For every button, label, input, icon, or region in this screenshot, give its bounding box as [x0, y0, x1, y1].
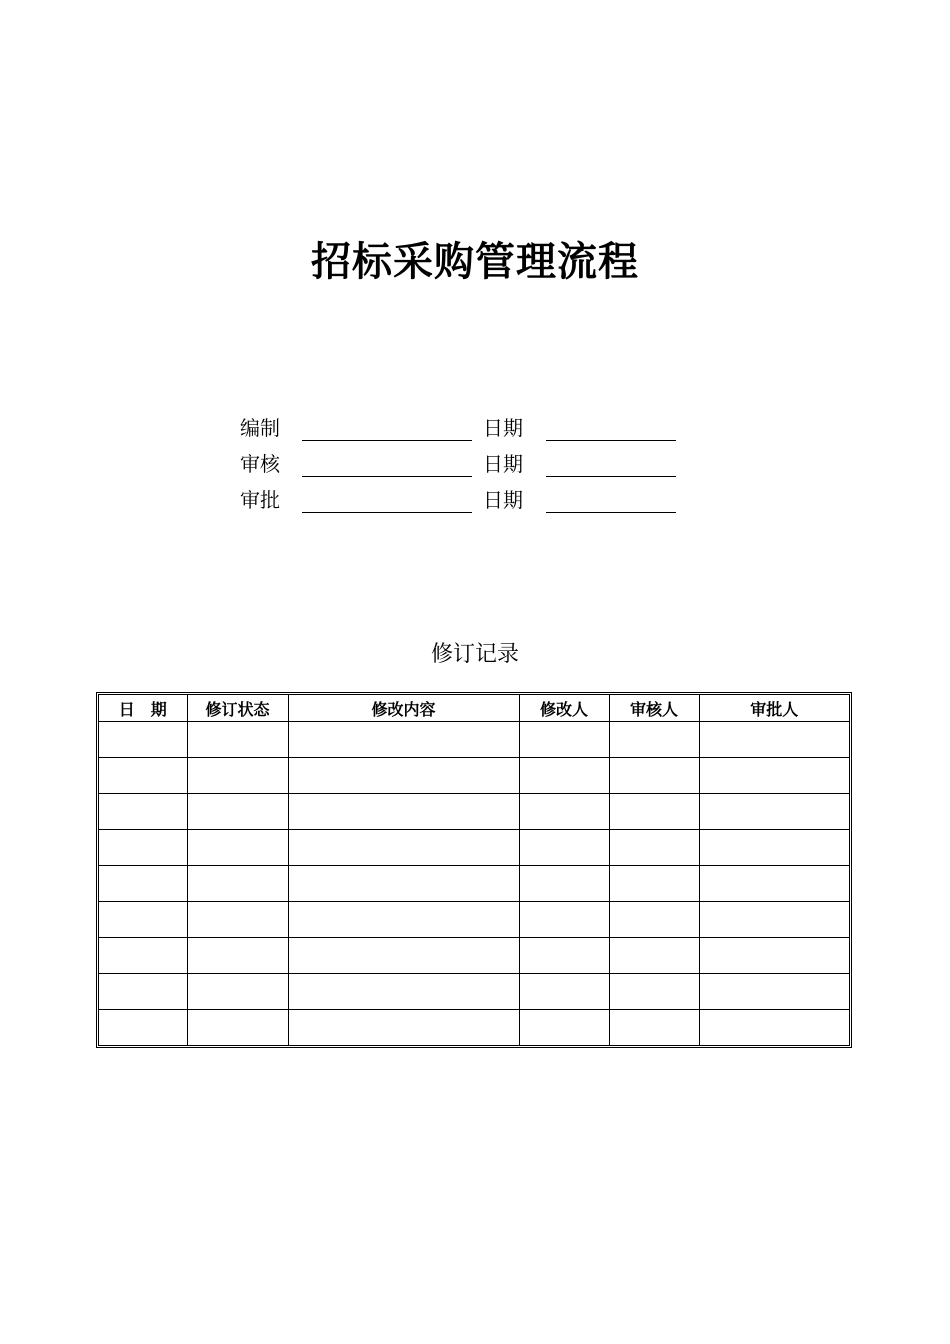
signoff-date-line — [546, 476, 676, 477]
table-cell — [99, 902, 187, 938]
table-cell — [288, 722, 519, 758]
table-cell — [288, 974, 519, 1010]
signoff-label: 审批 — [240, 488, 280, 512]
table-cell — [187, 938, 288, 974]
table-cell — [187, 974, 288, 1010]
table-cell — [519, 1010, 609, 1046]
table-cell — [99, 794, 187, 830]
table-cell — [609, 722, 699, 758]
table-cell — [288, 758, 519, 794]
table-cell — [519, 866, 609, 902]
table-cell — [187, 1010, 288, 1046]
table-cell — [99, 722, 187, 758]
revision-header-row — [99, 695, 849, 722]
column-header-approver: 审批人 — [699, 695, 849, 722]
column-header-date: 日 期 — [99, 695, 187, 722]
table-cell — [699, 1010, 849, 1046]
table-cell — [288, 830, 519, 866]
table-cell — [187, 758, 288, 794]
table-cell — [288, 794, 519, 830]
table-row — [99, 758, 849, 794]
table-cell — [519, 794, 609, 830]
table-cell — [609, 1010, 699, 1046]
table-cell — [609, 974, 699, 1010]
table-cell — [609, 866, 699, 902]
signoff-row-reviewed — [240, 450, 740, 480]
table-cell — [699, 938, 849, 974]
table-cell — [288, 938, 519, 974]
column-header-modifier: 修改人 — [519, 695, 609, 722]
table-cell — [288, 866, 519, 902]
table-cell — [187, 902, 288, 938]
table-row — [99, 938, 849, 974]
table-cell — [99, 938, 187, 974]
signoff-name-line — [302, 476, 472, 477]
table-cell — [519, 758, 609, 794]
table-cell — [187, 866, 288, 902]
signoff-name-line — [302, 440, 472, 441]
column-header-content: 修改内容 — [288, 695, 519, 722]
revision-table — [96, 692, 852, 1048]
document-title: 招标采购管理流程 — [311, 238, 639, 285]
table-cell — [99, 758, 187, 794]
table-cell — [699, 794, 849, 830]
signoff-row-prepared — [240, 414, 740, 444]
table-cell — [187, 794, 288, 830]
table-cell — [609, 758, 699, 794]
table-cell — [99, 1010, 187, 1046]
table-cell — [187, 722, 288, 758]
column-header-reviewer: 审核人 — [609, 695, 699, 722]
table-row — [99, 902, 849, 938]
signoff-label: 审核 — [240, 452, 280, 476]
table-cell — [288, 1010, 519, 1046]
table-cell — [699, 866, 849, 902]
signoff-date-label: 日期 — [483, 488, 523, 512]
table-cell — [99, 830, 187, 866]
table-cell — [609, 938, 699, 974]
table-row — [99, 830, 849, 866]
signoff-date-label: 日期 — [483, 416, 523, 440]
table-cell — [609, 830, 699, 866]
signoff-name-line — [302, 512, 472, 513]
table-cell — [699, 902, 849, 938]
table-row — [99, 794, 849, 830]
table-row — [99, 722, 849, 758]
revision-table-body — [99, 722, 849, 1046]
signoff-date-line — [546, 512, 676, 513]
table-cell — [699, 830, 849, 866]
signoff-date-label: 日期 — [483, 452, 523, 476]
table-cell — [519, 902, 609, 938]
table-cell — [519, 722, 609, 758]
revision-heading: 修订记录 — [430, 642, 519, 667]
signoff-row-approved — [240, 486, 740, 516]
table-cell — [288, 902, 519, 938]
table-row — [99, 866, 849, 902]
table-cell — [699, 974, 849, 1010]
table-cell — [519, 830, 609, 866]
table-cell — [609, 794, 699, 830]
table-cell — [699, 758, 849, 794]
table-cell — [187, 830, 288, 866]
table-row — [99, 974, 849, 1010]
table-cell — [99, 866, 187, 902]
signoff-label: 编制 — [240, 416, 280, 440]
table-cell — [99, 974, 187, 1010]
table-row — [99, 1010, 849, 1046]
table-cell — [519, 974, 609, 1010]
table-cell — [699, 722, 849, 758]
table-cell — [519, 938, 609, 974]
table-cell — [609, 902, 699, 938]
column-header-status: 修订状态 — [187, 695, 288, 722]
signoff-date-line — [546, 440, 676, 441]
